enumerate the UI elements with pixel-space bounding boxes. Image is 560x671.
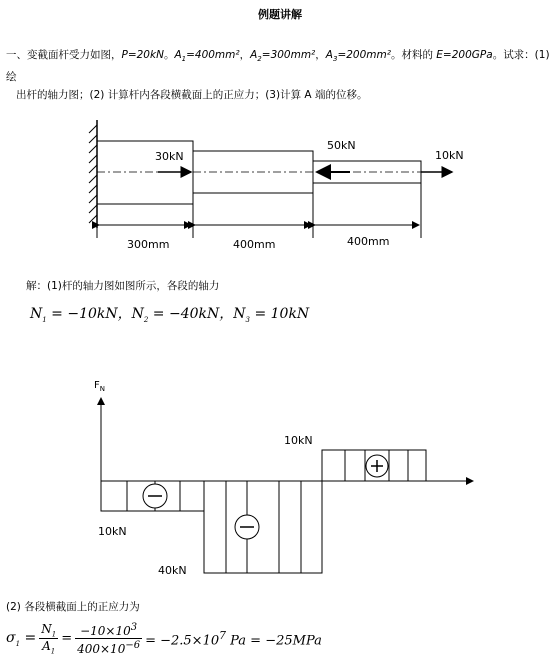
area-a2: $A_2=300mm^2$ <box>250 49 316 64</box>
label-10kn-top: 10kN <box>284 434 313 447</box>
modulus-e: E=200GPa <box>436 49 493 61</box>
force-10-label: 10kN <box>435 149 464 162</box>
axial-force-diagram <box>80 378 490 583</box>
force-50-label: 50kN <box>327 139 356 152</box>
label-40kn: 40kN <box>158 564 187 577</box>
bar-figure <box>80 115 530 265</box>
area-a3: $A_3=200mm^2$ <box>325 49 391 64</box>
problem-line-2: 出杆的轴力图；(2) 计算杆内各段横截面上的正应力；(3)计算 A 端的位移。 <box>16 89 368 102</box>
area-a1: $A_1=400mm^2$ <box>174 49 240 64</box>
problem-line-1: 一、变截面杆受力如图，P=20kN。$A_1=400mm^2$，$A_2=300mm^2$，$A_3=200mm^2$。材料的 E=200GPa。试求：(1)绘 <box>6 49 550 84</box>
axial-force-values: $N_1 = -10kN$，$N_2 = -40kN$，$N_3 = 10kN$ <box>30 306 310 324</box>
load-p: P=20kN <box>121 49 164 61</box>
stress-equation: $\sigma_1$ = $N_1$ = $-10\times 10^3$ = $-2.5\times 10^7$ Pa = −25MPa $A_1$ $400\times 10^{-6}$ <box>6 622 322 656</box>
dim-3-label: 400mm <box>347 235 390 248</box>
force-30-label: 30kN <box>155 150 184 163</box>
dim-1-label: 300mm <box>127 238 170 251</box>
problem-statement <box>6 46 554 104</box>
label-10kn-bottom: 10kN <box>98 525 127 538</box>
segment-2-area <box>204 481 322 573</box>
dim-2-label: 400mm <box>233 238 276 251</box>
page-title: 例题讲解 <box>258 8 302 21</box>
solution-intro: 解：(1)杆的轴力图如图所示，各段的轴力 <box>26 280 220 292</box>
step-2-heading: (2) 各段横截面上的正应力为 <box>6 601 140 613</box>
dimension-lines <box>97 183 421 238</box>
wall-hatch <box>89 125 97 223</box>
fn-axis-label: $F_N$ <box>94 380 106 393</box>
